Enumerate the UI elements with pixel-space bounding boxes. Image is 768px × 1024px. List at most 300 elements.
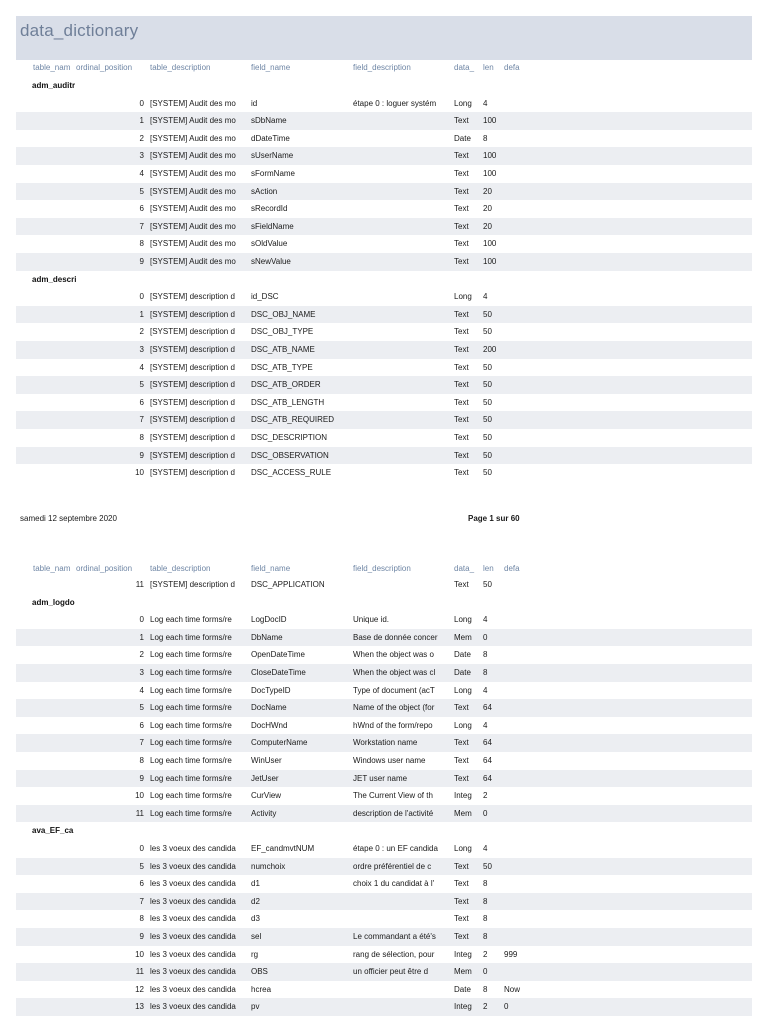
table-description-cell: Log each time forms/re	[150, 808, 232, 818]
data-type-cell: Integ	[454, 949, 472, 959]
ordinal-position-cell: 7	[139, 738, 144, 748]
field-name-cell: DSC_APPLICATION	[251, 580, 325, 589]
data-type-cell: Text	[454, 239, 469, 249]
length-cell: 64	[483, 703, 492, 713]
table-row	[16, 147, 752, 165]
field-name-cell: DocName	[251, 703, 287, 713]
table-row	[16, 165, 752, 183]
length-cell: 100	[483, 116, 497, 126]
field-name-cell: d1	[251, 879, 260, 889]
data-type-cell: Date	[454, 668, 471, 677]
field-name-cell: DSC_OBJ_TYPE	[251, 327, 314, 337]
field-description-cell: ordre préférentiel de c	[353, 861, 432, 871]
table-row	[16, 447, 752, 465]
table-row	[16, 411, 752, 429]
ordinal-position-cell: 11	[135, 580, 144, 589]
report-header	[16, 16, 752, 60]
field-name-cell: id_DSC	[251, 292, 279, 302]
field-name-cell: sOldValue	[251, 239, 288, 249]
table-row	[16, 130, 752, 148]
table-row	[16, 341, 752, 359]
data-type-cell: Long	[454, 615, 472, 625]
table-row	[16, 910, 752, 928]
length-cell: 20	[483, 221, 492, 231]
ordinal-position-cell: 11	[135, 808, 144, 818]
ordinal-position-cell: 3	[139, 151, 144, 161]
data-type-cell: Text	[454, 380, 469, 390]
length-cell: 4	[483, 844, 488, 853]
data-type-cell: Long	[454, 685, 472, 695]
length-cell: 50	[483, 450, 492, 460]
table-row	[16, 717, 752, 735]
length-cell: 8	[483, 133, 488, 143]
field-name-cell: DSC_ATB_REQUIRED	[251, 415, 334, 425]
col-header-field-description: field_description	[353, 63, 411, 72]
ordinal-position-cell: 7	[139, 896, 144, 906]
field-name-cell: LogDocID	[251, 615, 287, 625]
field-name-cell: DocTypeID	[251, 685, 291, 695]
table-row	[16, 359, 752, 377]
ordinal-position-cell: 1	[139, 116, 144, 126]
field-name-cell: JetUser	[251, 773, 279, 783]
data-type-cell: Text	[454, 773, 469, 783]
table-description-cell: Log each time forms/re	[150, 738, 232, 748]
data-type-cell: Text	[454, 345, 469, 354]
col-header-default: defa	[504, 63, 520, 72]
data-type-cell: Text	[454, 433, 469, 442]
length-cell: 50	[483, 580, 492, 589]
data-type-cell: Date	[454, 650, 471, 660]
field-description-cell: When the object was o	[353, 650, 434, 660]
length-cell: 100	[483, 239, 497, 249]
table-description-cell: Log each time forms/re	[150, 668, 232, 677]
table-description-cell: les 3 voeux des candida	[150, 879, 236, 889]
table-description-cell: [SYSTEM] Audit des mo	[150, 169, 236, 178]
table-description-cell: les 3 voeux des candida	[150, 844, 236, 853]
data-type-cell: Integ	[454, 791, 472, 801]
length-cell: 8	[483, 984, 488, 994]
ordinal-position-cell: 5	[139, 380, 144, 390]
ordinal-position-cell: 6	[139, 204, 144, 214]
col-header-field-name: field_name	[251, 63, 291, 72]
ordinal-position-cell: 9	[139, 450, 144, 460]
table-row	[16, 629, 752, 647]
data-type-cell: Text	[454, 738, 469, 748]
ordinal-position-cell: 9	[139, 932, 144, 941]
table-description-cell: les 3 voeux des candida	[150, 896, 236, 906]
table-description-cell: Log each time forms/re	[150, 650, 232, 660]
field-name-cell: EF_candmvtNUM	[251, 844, 315, 853]
field-description-cell: JET user name	[353, 773, 408, 783]
table-description-cell: [SYSTEM] description d	[150, 292, 235, 302]
length-cell: 8	[483, 914, 488, 924]
table-description-cell: [SYSTEM] description d	[150, 580, 235, 589]
length-cell: 2	[483, 949, 488, 959]
data-type-cell: Text	[454, 116, 469, 126]
field-name-cell: DSC_ATB_LENGTH	[251, 397, 325, 407]
field-name-cell: DSC_DESCRIPTION	[251, 433, 328, 442]
ordinal-position-cell: 2	[139, 133, 144, 143]
length-cell: 64	[483, 773, 492, 783]
field-description-cell: rang de sélection, pour	[353, 949, 435, 959]
table-description-cell: les 3 voeux des candida	[150, 914, 236, 924]
table-row	[16, 253, 752, 271]
length-cell: 8	[483, 668, 488, 677]
field-description-cell: Name of the object (for	[353, 703, 435, 713]
data-type-cell: Mem	[454, 808, 472, 818]
data-type-cell: Long	[454, 720, 472, 730]
length-cell: 200	[483, 345, 497, 354]
table-row	[16, 611, 752, 629]
length-cell: 50	[483, 397, 492, 407]
field-name-cell: sAction	[251, 186, 278, 196]
data-type-cell: Text	[454, 186, 469, 196]
length-cell: 20	[483, 186, 492, 196]
table-description-cell: [SYSTEM] description d	[150, 468, 235, 478]
table-row	[16, 805, 752, 823]
table-description-cell: [SYSTEM] Audit des mo	[150, 221, 236, 231]
table-description-cell: Log each time forms/re	[150, 615, 232, 625]
table-row	[16, 752, 752, 770]
table-description-cell: [SYSTEM] Audit des mo	[150, 116, 236, 126]
table-description-cell: les 3 voeux des candida	[150, 1002, 236, 1012]
ordinal-position-cell: 8	[139, 756, 144, 765]
table-description-cell: [SYSTEM] description d	[150, 362, 235, 372]
col-header-field-name: field_name	[251, 564, 291, 573]
ordinal-position-cell: 9	[139, 773, 144, 783]
length-cell: 50	[483, 468, 492, 478]
table-row	[16, 376, 752, 394]
field-name-cell: sNewValue	[251, 257, 291, 266]
length-cell: 20	[483, 204, 492, 214]
ordinal-position-cell: 5	[139, 861, 144, 871]
length-cell: 2	[483, 791, 488, 801]
table-description-cell: Log each time forms/re	[150, 791, 232, 801]
table-row	[16, 963, 752, 981]
data-type-cell: Text	[454, 204, 469, 214]
data-type-cell: Mem	[454, 967, 472, 977]
length-cell: 100	[483, 257, 497, 266]
table-description-cell: les 3 voeux des candida	[150, 932, 236, 941]
field-name-cell: id	[251, 98, 258, 108]
length-cell: 50	[483, 433, 492, 442]
field-name-cell: WinUser	[251, 756, 282, 765]
length-cell: 2	[483, 1002, 488, 1012]
table-row	[16, 183, 752, 201]
data-type-cell: Long	[454, 98, 472, 108]
data-type-cell: Text	[454, 151, 469, 161]
field-name-cell: rg	[251, 949, 259, 959]
table-row	[16, 200, 752, 218]
col-header-data-type: data_	[454, 63, 475, 72]
data-type-cell: Text	[454, 169, 469, 178]
field-name-cell: sDbName	[251, 116, 287, 126]
field-name-cell: DSC_ATB_NAME	[251, 345, 315, 354]
data-type-cell: Text	[454, 879, 469, 889]
field-description-cell: un officier peut être d	[353, 967, 429, 977]
ordinal-position-cell: 5	[139, 703, 144, 713]
table-row	[16, 664, 752, 682]
table-description-cell: [SYSTEM] description d	[150, 450, 235, 460]
data-type-cell: Text	[454, 756, 469, 765]
table-row	[16, 288, 752, 306]
table-description-cell: [SYSTEM] description d	[150, 415, 235, 425]
default-value-cell: Now	[504, 984, 521, 994]
field-name-cell: pv	[251, 1002, 260, 1012]
table-description-cell: Log each time forms/re	[150, 773, 232, 783]
ordinal-position-cell: 6	[139, 397, 144, 407]
table-description-cell: [SYSTEM] description d	[150, 327, 235, 337]
table-description-cell: [SYSTEM] description d	[150, 397, 235, 407]
ordinal-position-cell: 0	[139, 292, 144, 302]
table-row	[16, 840, 752, 858]
ordinal-position-cell: 4	[139, 362, 144, 372]
table-row	[16, 429, 752, 447]
length-cell: 4	[483, 98, 488, 108]
table-row	[16, 394, 752, 412]
length-cell: 100	[483, 169, 497, 178]
data-type-cell: Text	[454, 861, 469, 871]
length-cell: 100	[483, 151, 497, 161]
field-name-cell: numchoix	[251, 861, 286, 871]
field-name-cell: sFieldName	[251, 221, 294, 231]
data-type-cell: Date	[454, 133, 471, 143]
col-header-table-description: table_description	[150, 63, 211, 72]
field-name-cell: DSC_ACCESS_RULE	[251, 468, 332, 478]
table-description-cell: les 3 voeux des candida	[150, 967, 236, 977]
table-row	[16, 875, 752, 893]
length-cell: 8	[483, 650, 488, 660]
field-name-cell: Activity	[251, 808, 277, 818]
col-header-default: defa	[504, 564, 520, 573]
footer-date: samedi 12 septembre 2020	[20, 514, 117, 523]
data-type-cell: Date	[454, 984, 471, 994]
col-header-table-name: table_nam	[33, 564, 71, 573]
ordinal-position-cell: 0	[139, 615, 144, 625]
col-header-len: len	[483, 564, 494, 573]
table-row	[16, 112, 752, 130]
ordinal-position-cell: 2	[139, 650, 144, 660]
table-description-cell: Log each time forms/re	[150, 756, 232, 765]
ordinal-position-cell: 0	[139, 98, 144, 108]
ordinal-position-cell: 7	[139, 415, 144, 425]
table-description-cell: les 3 voeux des candida	[150, 949, 236, 959]
length-cell: 50	[483, 415, 492, 425]
data-type-cell: Long	[454, 844, 472, 853]
table-row	[16, 998, 752, 1016]
table-row	[16, 893, 752, 911]
field-description-cell: description de l'activité	[353, 808, 434, 818]
length-cell: 4	[483, 615, 488, 625]
ordinal-position-cell: 11	[135, 967, 144, 977]
field-name-cell: DSC_OBSERVATION	[251, 450, 329, 460]
table-row	[16, 770, 752, 788]
data-type-cell: Integ	[454, 1002, 472, 1012]
ordinal-position-cell: 7	[139, 221, 144, 231]
table-row	[16, 928, 752, 946]
table-row	[16, 646, 752, 664]
field-name-cell: DbName	[251, 632, 283, 642]
ordinal-position-cell: 12	[135, 984, 144, 994]
table-description-cell: [SYSTEM] Audit des mo	[150, 186, 236, 196]
ordinal-position-cell: 10	[135, 791, 144, 801]
field-name-cell: OpenDateTime	[251, 650, 305, 660]
ordinal-position-cell: 6	[139, 879, 144, 889]
table-description-cell: [SYSTEM] Audit des mo	[150, 204, 236, 214]
length-cell: 50	[483, 861, 492, 871]
length-cell: 4	[483, 685, 488, 695]
table-description-cell: Log each time forms/re	[150, 632, 232, 642]
field-name-cell: sFormName	[251, 169, 296, 178]
field-name-cell: DSC_ATB_TYPE	[251, 362, 313, 372]
length-cell: 0	[483, 967, 488, 977]
length-cell: 50	[483, 380, 492, 390]
table-group-label: adm_descri	[32, 274, 77, 284]
field-name-cell: DSC_ATB_ORDER	[251, 380, 321, 390]
ordinal-position-cell: 4	[139, 685, 144, 695]
length-cell: 50	[483, 309, 492, 319]
table-row	[16, 306, 752, 324]
ordinal-position-cell: 10	[135, 468, 144, 478]
table-row	[16, 218, 752, 236]
table-row	[16, 734, 752, 752]
field-name-cell: sUserName	[251, 151, 294, 161]
table-group-label: adm_auditr	[32, 81, 76, 90]
data-type-cell: Mem	[454, 632, 472, 642]
ordinal-position-cell: 13	[135, 1002, 144, 1012]
field-name-cell: DSC_OBJ_NAME	[251, 309, 316, 319]
length-cell: 50	[483, 327, 492, 337]
ordinal-position-cell: 2	[139, 327, 144, 337]
field-name-cell: CurView	[251, 791, 282, 801]
ordinal-position-cell: 8	[139, 433, 144, 442]
table-group-label: ava_EF_ca	[32, 826, 74, 836]
table-row	[16, 464, 752, 482]
ordinal-position-cell: 0	[139, 844, 144, 853]
table-description-cell: [SYSTEM] description d	[150, 309, 235, 319]
table-row	[16, 95, 752, 113]
length-cell: 4	[483, 720, 488, 730]
field-description-cell: Workstation name	[353, 738, 418, 748]
data-type-cell: Text	[454, 914, 469, 924]
table-description-cell: [SYSTEM] Audit des mo	[150, 98, 236, 108]
field-name-cell: d2	[251, 896, 260, 906]
field-name-cell: hcrea	[251, 984, 272, 994]
data-type-cell: Text	[454, 450, 469, 460]
table-description-cell: Log each time forms/re	[150, 685, 232, 695]
table-description-cell: [SYSTEM] Audit des mo	[150, 239, 236, 249]
data-type-cell: Text	[454, 397, 469, 407]
data-type-cell: Text	[454, 468, 469, 478]
field-description-cell: Windows user name	[353, 756, 426, 765]
col-header-len: len	[483, 63, 494, 72]
field-name-cell: sel	[251, 932, 262, 941]
length-cell: 0	[483, 808, 488, 818]
length-cell: 50	[483, 362, 492, 372]
ordinal-position-cell: 8	[139, 914, 144, 924]
table-description-cell: les 3 voeux des candida	[150, 861, 236, 871]
field-description-cell: choix 1 du candidat à l'	[353, 879, 435, 889]
data-type-cell: Text	[454, 221, 469, 231]
data-type-cell: Text	[454, 415, 469, 425]
field-description-cell: Unique id.	[353, 615, 390, 625]
field-description-cell: When the object was cl	[353, 668, 436, 677]
footer-page-number: Page 1 sur 60	[468, 514, 520, 523]
length-cell: 8	[483, 896, 488, 906]
default-value-cell: 0	[504, 1002, 509, 1012]
table-row	[16, 682, 752, 700]
ordinal-position-cell: 9	[139, 257, 144, 266]
field-name-cell: sRecordId	[251, 204, 288, 214]
field-name-cell: DocHWnd	[251, 720, 288, 730]
col-header-data-type: data_	[454, 564, 475, 573]
data-type-cell: Text	[454, 896, 469, 906]
table-row	[16, 323, 752, 341]
field-name-cell: CloseDateTime	[251, 668, 306, 677]
table-description-cell: les 3 voeux des candida	[150, 984, 236, 994]
length-cell: 64	[483, 738, 492, 748]
data-type-cell: Text	[454, 580, 469, 589]
col-header-table-name: table_nam	[33, 63, 71, 72]
data-type-cell: Long	[454, 292, 472, 302]
length-cell: 0	[483, 632, 488, 642]
table-row	[16, 858, 752, 876]
table-description-cell: [SYSTEM] description d	[150, 345, 235, 354]
default-value-cell: 999	[504, 949, 518, 959]
table-group-label: adm_logdo	[32, 597, 75, 607]
ordinal-position-cell: 5	[139, 186, 144, 196]
table-description-cell: [SYSTEM] description d	[150, 380, 235, 390]
length-cell: 64	[483, 756, 492, 765]
length-cell: 4	[483, 292, 488, 302]
ordinal-position-cell: 1	[139, 309, 144, 319]
field-description-cell: étape 0 : loguer systém	[353, 98, 437, 108]
ordinal-position-cell: 4	[139, 169, 144, 178]
col-header-field-description: field_description	[353, 564, 411, 573]
table-row	[16, 576, 752, 594]
col-header-ordinal-position: ordinal_position	[76, 564, 133, 573]
field-description-cell: Type of document (acT	[353, 685, 435, 695]
col-header-ordinal-position: ordinal_position	[76, 63, 133, 72]
field-description-cell: hWnd of the form/repo	[353, 720, 433, 730]
data-type-cell: Text	[454, 703, 469, 713]
ordinal-position-cell: 3	[139, 668, 144, 677]
col-header-table-description: table_description	[150, 564, 211, 573]
ordinal-position-cell: 6	[139, 720, 144, 730]
data-type-cell: Text	[454, 309, 469, 319]
field-name-cell: OBS	[251, 967, 268, 977]
table-description-cell: [SYSTEM] Audit des mo	[150, 133, 236, 143]
ordinal-position-cell: 3	[139, 345, 144, 354]
table-description-cell: Log each time forms/re	[150, 720, 232, 730]
table-row	[16, 787, 752, 805]
field-description-cell: The Current View of th	[353, 791, 433, 801]
data-type-cell: Text	[454, 327, 469, 337]
table-description-cell: Log each time forms/re	[150, 703, 232, 713]
report-title: data_dictionary	[20, 21, 139, 40]
field-description-cell: Le commandant a été's	[353, 932, 436, 941]
ordinal-position-cell: 1	[139, 632, 144, 642]
table-row	[16, 699, 752, 717]
table-row	[16, 981, 752, 999]
field-name-cell: ComputerName	[251, 738, 308, 748]
table-description-cell: [SYSTEM] description d	[150, 433, 235, 442]
table-description-cell: [SYSTEM] Audit des mo	[150, 151, 236, 161]
table-row	[16, 235, 752, 253]
table-row	[16, 946, 752, 964]
field-name-cell: d3	[251, 914, 260, 924]
data-type-cell: Text	[454, 257, 469, 266]
